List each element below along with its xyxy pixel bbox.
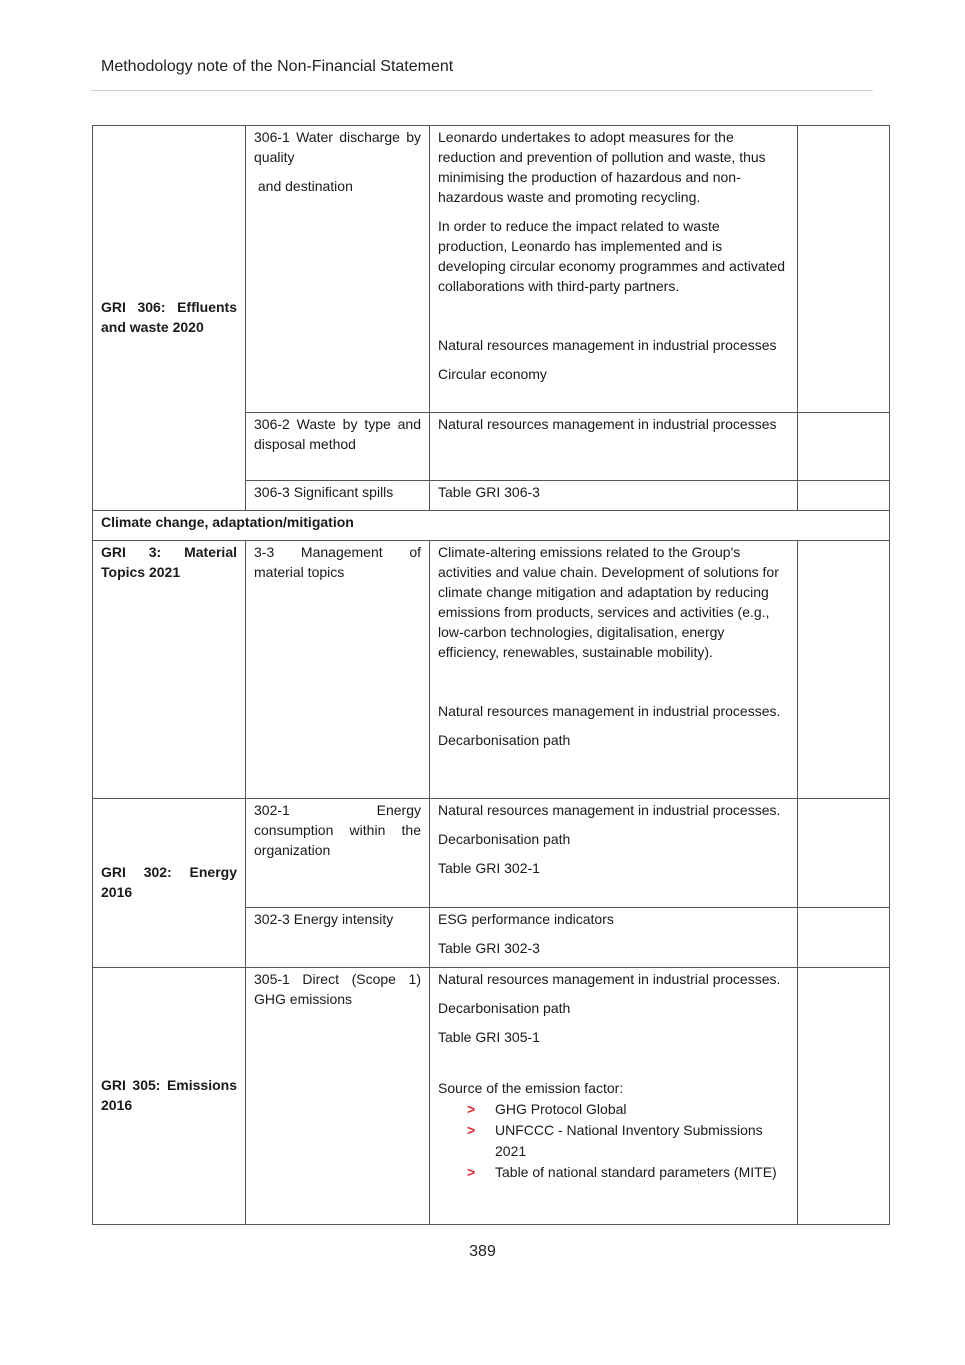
spacer (438, 671, 789, 701)
content-cell (430, 799, 798, 908)
content-link: Natural resources management in industrial processes (438, 416, 777, 432)
list-item-text: UNFCCC - National Inventory Submissions 2021 (495, 1122, 763, 1159)
content-link: Circular economy (438, 366, 547, 382)
page-header-title: Methodology note of the Non-Financial Statement (101, 58, 454, 75)
content-link: Natural resources management in industrial processes. (438, 703, 781, 719)
content-cell (430, 413, 798, 481)
notes-cell (798, 799, 890, 908)
table-row (93, 126, 890, 413)
content-link: Decarbonisation path (438, 831, 571, 847)
gri-content-index-table (92, 125, 890, 1225)
disclosure-cell: 302-1 Energy consumption within the organization (246, 799, 430, 908)
notes-cell (798, 126, 890, 413)
disclosure-cell: 306-2 Waste by type and disposal method (246, 413, 430, 481)
header-divider (91, 90, 873, 91)
chevron-right-icon: > (467, 1122, 476, 1138)
content-cell (430, 968, 798, 1225)
notes-cell (798, 481, 890, 511)
page-number: 389 (469, 1243, 496, 1260)
disclosure-text: 306-1 Water discharge by quality (254, 129, 421, 165)
standard-cell: GRI 302: Energy 2016 (93, 799, 246, 968)
notes-cell (798, 908, 890, 968)
content-link: Decarbonisation path (438, 1000, 571, 1016)
standard-cell: GRI 305: Emissions 2016 (93, 968, 246, 1225)
content-link: Table GRI 305-1 (438, 1029, 540, 1045)
content-paragraph: Climate-altering emissions related to the Group's activities and value chain. Development of solutions for climate change mitigation and adaptation by reducing emissions from products, services and activities (e.g., low-carbon technologies, digitalisation, energy efficiency, renewables, sustainable mobility). (438, 544, 779, 660)
emission-sources-list (438, 1099, 789, 1183)
list-item (467, 1099, 789, 1120)
disclosure-cell: 306-3 Significant spills (246, 481, 430, 511)
disclosure-cell: 305-1 Direct (Scope 1) GHG emissions (246, 968, 430, 1225)
section-title: Climate change, adaptation/mitigation (93, 511, 890, 541)
content-paragraph: Source of the emission factor: (438, 1080, 624, 1096)
standard-cell: GRI 3: Material Topics 2021 (93, 541, 246, 799)
table-row (93, 968, 890, 1225)
content-cell (430, 541, 798, 799)
list-item (467, 1162, 789, 1183)
section-row (93, 511, 890, 541)
content-cell (430, 126, 798, 413)
content-link: Table GRI 302-1 (438, 860, 540, 876)
content-link: Table GRI 302-3 (438, 940, 540, 956)
content-link: Natural resources management in industrial processes. (438, 802, 781, 818)
content-paragraph: Leonardo undertakes to adopt measures for the reduction and prevention of pollution and waste, thus minimising the production of hazardous and non-hazardous waste and promoting recycling. (438, 129, 766, 205)
table-row (93, 541, 890, 799)
chevron-right-icon: > (467, 1101, 476, 1117)
content-link: Table GRI 306-3 (438, 484, 540, 500)
content-link: Natural resources management in industrial processes. (438, 971, 781, 987)
disclosure-cell: 302-3 Energy intensity (246, 908, 430, 968)
notes-cell (798, 968, 890, 1225)
chevron-right-icon: > (467, 1164, 476, 1180)
notes-cell (798, 413, 890, 481)
list-item-text: Table of national standard parameters (MITE) (495, 1164, 777, 1180)
notes-cell (798, 541, 890, 799)
list-item (467, 1120, 789, 1162)
list-item-text: GHG Protocol Global (495, 1101, 627, 1117)
content-cell (430, 908, 798, 968)
content-link: Decarbonisation path (438, 732, 571, 748)
table-row (93, 799, 890, 908)
standard-cell: GRI 306: Effluents and waste 2020 (93, 126, 246, 511)
disclosure-cell: 3-3 Management of material topics (246, 541, 430, 799)
content-cell (430, 481, 798, 511)
content-link: Natural resources management in industrial processes (438, 337, 777, 353)
disclosure-text: and destination (254, 178, 353, 194)
spacer (438, 1056, 789, 1078)
content-paragraph: In order to reduce the impact related to waste production, Leonardo has implemented and is developing circular economy programmes and activated collaborations with third-party partners. (438, 218, 786, 294)
disclosure-cell (246, 126, 430, 413)
spacer (438, 305, 789, 335)
content-link: ESG performance indicators (438, 911, 614, 927)
